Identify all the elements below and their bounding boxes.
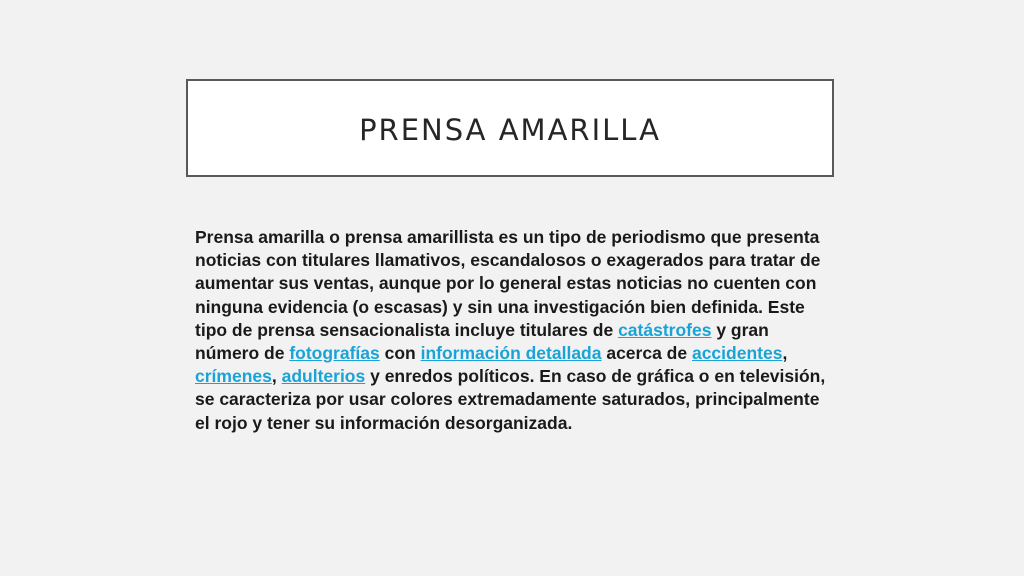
body-text-segment: con (379, 343, 421, 364)
link-accidentes[interactable]: accidentes (691, 343, 783, 364)
body-text-segment: , (782, 343, 788, 364)
slide-title: PRENSA AMARILLA (359, 113, 661, 147)
body-text-segment: y enredos políticos. En caso de gráfica o en televisión, se caracteriza por usar colores extremadamente saturados, principalmente el rojo y tener su información desorganizada. (195, 366, 826, 433)
title-box (186, 79, 834, 177)
body-text-segment: acerca de (601, 343, 692, 364)
link-adulterios[interactable]: adulterios (281, 366, 366, 387)
link-informacion-detallada[interactable]: información detallada (420, 343, 602, 364)
body-text-segment: , (271, 366, 282, 387)
link-catastrofes[interactable]: catástrofes (618, 319, 712, 340)
slide-body-text (195, 226, 835, 435)
link-fotografias[interactable]: fotografías (289, 343, 380, 364)
link-crimenes[interactable]: crímenes (195, 366, 272, 387)
body-text-segment: Prensa amarilla o prensa amarillista es un tipo de periodismo que presenta noticias con titulares llamativos, escandalosos o exagerados para tratar de aumentar sus ventas, aunque por lo general estas noticias no cuenten con ninguna evidencia (o escasas) y sin una investigación bien definida. Este tipo de prensa sensacionalista incluye titulares de (195, 227, 821, 340)
body-text-segment: y gran número de (195, 319, 769, 364)
